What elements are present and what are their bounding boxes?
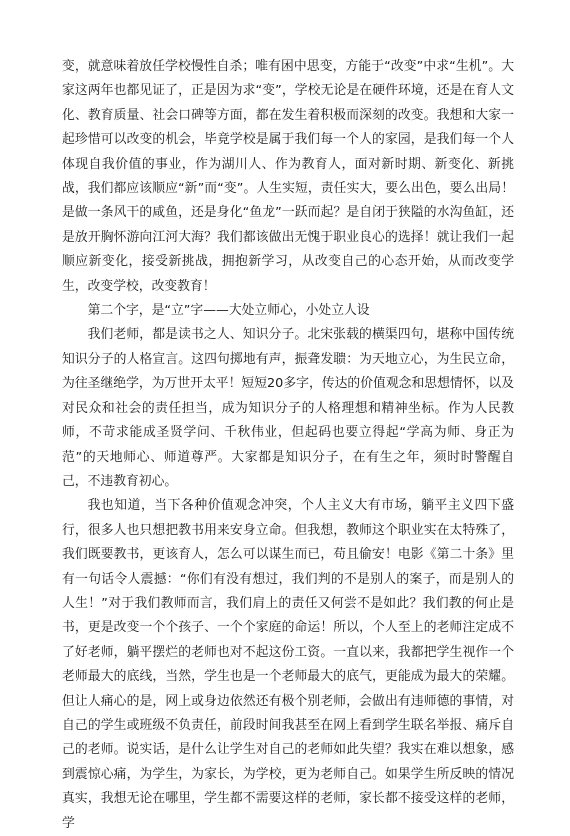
section-heading-li: 第二个字，是“立”字——大处立师心，小处立人设 [87,303,370,319]
paragraph-teacher-ideals: 我们老师，都是读书之人、知识分子。北宋张载的横渠四句，堪称中国传统知识分子的人格宣言。这四句掷地有声，振聋发聩：为天地立心，为生民立命，为往圣继绝学，为万世开太平！短短20多字，传达的价值观念和思想情怀，以及对民众和社会的责任担当，成为知识分子的人格理想和精神坐标。作为人民教师，不苛求能成圣贤学问、千秋伟业，但起码也要立得起“学高为师、身正为范”的天地师心、师道尊严。大家都是知识分子，在有生之年，须时时警醒自己，不违教育初心。 [62,327,514,489]
paragraph-change-conclusion: 变，就意味着放任学校慢性自杀；唯有困中思变，方能于“改变”中求“生机”。大家这两年也都见证了，正是因为求“变”，学校无论是在硬件环境，还是在育人文化、教育质量、社会口碑等方面，都在发生着积极而深刻的改变。我想和大家一起珍惜可以改变的机会，毕竟学校是属于我们每一个人的家园，是我们每一个人体现自我价值的事业，作为湖川人、作为教育人，面对新时期、新变化、新挑战，我们都应该顺应“新”而“变”。人生实短，责任实大，要么出色，要么出局！是做一条风干的咸鱼，还是身化“鱼龙”一跃而起？是自闭于狭隘的水沟鱼缸，还是放开胸怀游向江河大海？我们都该做出无愧于职业良心的选择！就让我们一起顺应新变化，接受新挑战，拥抱新学习，从改变自己的心态开始，从而改变学生，改变学校，改变教育！ [62,59,514,294]
document-body [62,55,514,836]
paragraph-teacher-responsibility: 我也知道，当下各种价值观念冲突，个人主义大有市场，躺平主义四下盛行，很多人也只想把教书用来安身立命。但我想，教师这个职业实在太特殊了，我们既要教书，更该育人，怎么可以谋生而已，苟且偷安！电影《第二十条》里有一句话令人震撼：“你们有没有想过，我们判的不是别人的案子，而是别人的人生！”对于我们教师而言，我们肩上的责任又何尝不是如此？我们教的何止是书，更是改变一个个孩子、一个个家庭的命运！所以，个人至上的老师注定成不了好老师，躺平摆烂的老师也对不起这份工资。一直以来，我都把学生视作一个老师最大的底线，当然，学生也是一个老师最大的底气，更能成为最大的荣耀。但让人痛心的是，网上或身边依然还有极个别老师，会做出有违师德的事情，对自己的学生或班级不负责任，前段时间我甚至在网上看到学生联名举报、痛斥自己的老师。说实话，是什么让学生对自己的老师如此失望？我实在难以想象，感到震惊心痛，为学生，为家长，为学校，更为老师自己。如果学生所反映的情况真实，我想无论在哪里，学生都不需要这样的老师，家长都不接受这样的老师，学 [62,498,514,831]
